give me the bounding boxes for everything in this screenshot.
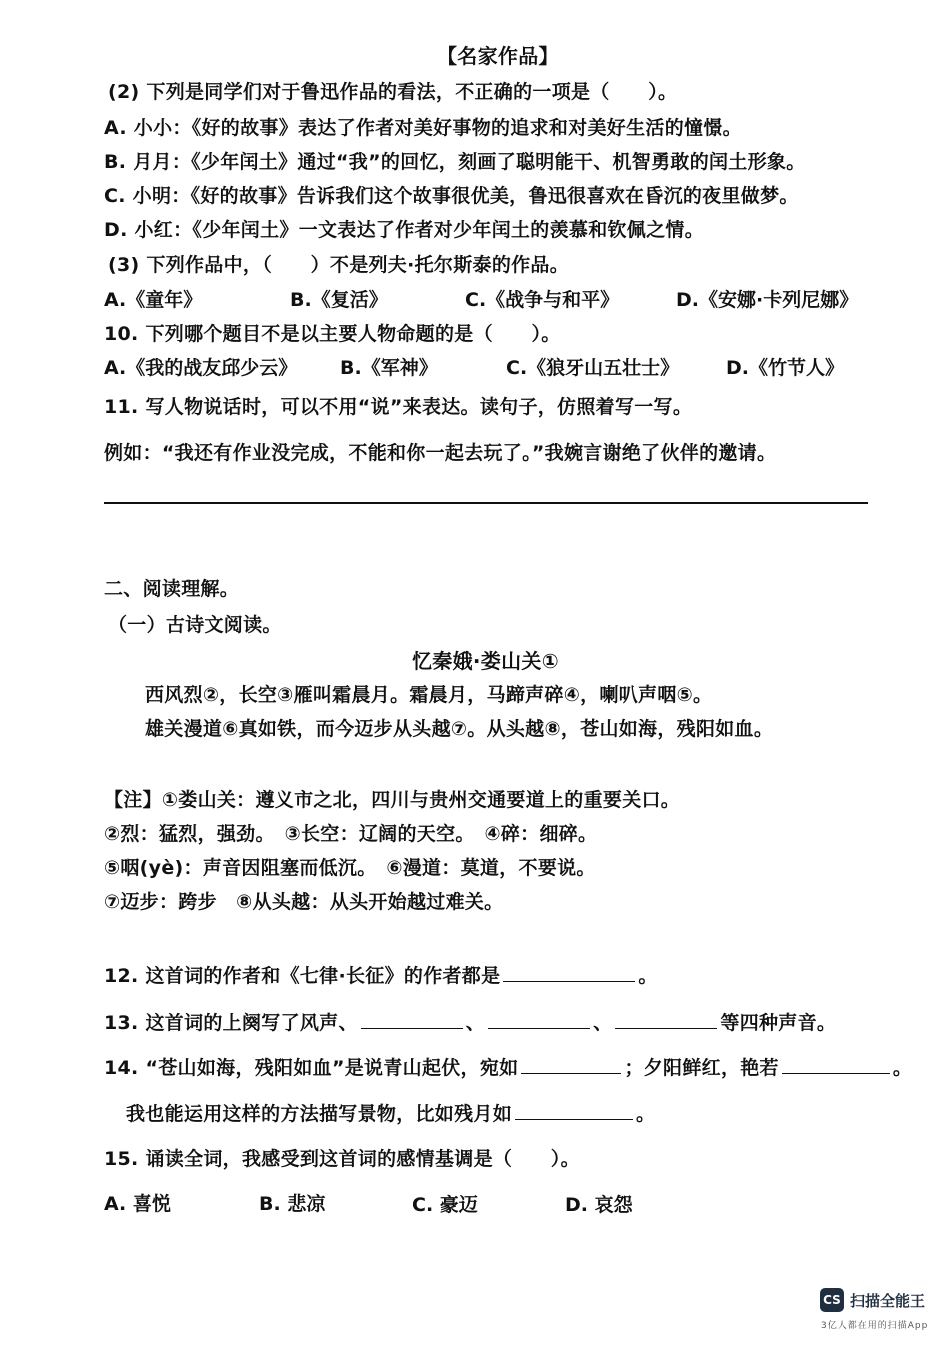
poem-line-2: 雄关漫道⑥真如铁，而今迈步从头越⑦。从头越⑧，苍山如海，残阳如血。 — [145, 718, 774, 740]
q14-blank-1[interactable] — [521, 1055, 621, 1074]
q2-option-c: C. 小明：《好的故事》告诉我们这个故事很优美，鲁迅很喜欢在昏沉的夜里做梦。 — [104, 185, 799, 207]
q13-line — [104, 1008, 836, 1035]
q3-option-c: C.《战争与和平》 — [465, 289, 620, 311]
q10-option-d: D.《竹节人》 — [726, 357, 844, 379]
q15-option-a: A. 喜悦 — [104, 1193, 171, 1215]
note-4: ⑦迈步：跨步 ⑧从头越：从头开始越过难关。 — [104, 891, 504, 913]
note-3: ⑤咽(yè)：声音因阻塞而低沉。 ⑥漫道：莫道，不要说。 — [104, 857, 596, 879]
reading-subsection-title: （一）古诗文阅读。 — [108, 614, 282, 636]
q3-stem: (3) 下列作品中，（ ）不是列夫·托尔斯泰的作品。 — [108, 254, 570, 276]
q12-text: 12. 这首词的作者和《七律·长征》的作者都是 — [104, 965, 501, 987]
q11-answer-line[interactable] — [104, 502, 868, 504]
q14-mid: ；夕阳鲜红，艳若 — [624, 1057, 779, 1079]
q14-line-2 — [126, 1099, 655, 1126]
q10-option-a: A.《我的战友邱少云》 — [104, 357, 298, 379]
q2-stem: (2) 下列是同学们对于鲁迅作品的看法，不正确的一项是（ ）。 — [108, 81, 678, 103]
q13-sep-1: 、 — [465, 1012, 486, 1034]
q11-stem: 11. 写人物说话时，可以不用“说”来表达。读句子，仿照着写一写。 — [104, 396, 693, 418]
q11-example: 例如：“我还有作业没完成，不能和你一起去玩了。”我婉言谢绝了伙伴的邀请。 — [104, 442, 777, 464]
q14-end: 。 — [892, 1057, 913, 1079]
q15-option-b: B. 悲凉 — [259, 1193, 326, 1215]
q14-text: 14. “苍山如海，残阳如血”是说青山起伏，宛如 — [104, 1057, 519, 1079]
q14-blank-3[interactable] — [515, 1101, 633, 1120]
q3-option-d: D.《安娜·卡列尼娜》 — [676, 289, 859, 311]
q15-option-d: D. 哀怨 — [565, 1194, 633, 1216]
q14-line2-text: 我也能运用这样的方法描写景物，比如残月如 — [126, 1103, 513, 1125]
q3-option-b: B.《复活》 — [290, 289, 388, 311]
q14-line2-end: 。 — [636, 1103, 656, 1125]
q13-blank-1[interactable] — [361, 1010, 463, 1029]
poem-title: 忆秦娥·娄山关① — [412, 649, 559, 673]
q10-option-c: C.《狼牙山五壮士》 — [506, 357, 680, 379]
q13-end: 等四种声音。 — [720, 1012, 837, 1034]
q12-blank[interactable] — [503, 963, 635, 982]
q10-option-b: B.《军神》 — [340, 357, 438, 379]
q2-option-b: B. 月月：《少年闰土》通过“我”的回忆，刻画了聪明能干、机智勇敢的闰土形象。 — [104, 151, 806, 173]
poem-line-1: 西风烈②，长空③雁叫霜晨月。霜晨月，马蹄声碎④，喇叭声咽⑤。 — [145, 684, 713, 706]
q12-line — [104, 961, 658, 988]
q13-blank-2[interactable] — [488, 1010, 590, 1029]
camscanner-tagline: 3亿人都在用的扫描App — [821, 1321, 929, 1331]
camscanner-name: 扫描全能王 — [850, 1292, 926, 1310]
q2-option-d: D. 小红：《少年闰土》一文表达了作者对少年闰土的羡慕和钦佩之情。 — [104, 219, 705, 241]
q3-option-a: A.《童年》 — [104, 289, 203, 311]
q2-option-a: A. 小小：《好的故事》表达了作者对美好事物的追求和对美好生活的憧憬。 — [104, 117, 742, 139]
q14-line — [104, 1053, 912, 1080]
q13-text: 13. 这首词的上阕写了风声、 — [104, 1012, 358, 1034]
q13-sep-2: 、 — [593, 1012, 613, 1034]
reading-section-title: 二、阅读理解。 — [104, 578, 240, 600]
note-1: 【注】①娄山关：遵义市之北，四川与贵州交通要道上的重要关口。 — [104, 789, 681, 811]
camscanner-logo-icon: CS — [820, 1288, 844, 1312]
note-2: ②烈：猛烈，强劲。 ③长空：辽阔的天空。 ④碎：细碎。 — [104, 823, 598, 845]
q10-stem: 10. 下列哪个题目不是以主要人物命题的是（ ）。 — [104, 323, 561, 345]
q13-blank-3[interactable] — [615, 1010, 717, 1029]
section-title-famous: 【名家作品】 — [437, 44, 559, 68]
q15-option-c: C. 豪迈 — [412, 1194, 478, 1216]
q14-blank-2[interactable] — [782, 1055, 890, 1074]
q12-end: 。 — [638, 965, 658, 987]
q15-stem: 15. 诵读全词，我感受到这首词的感情基调是（ ）。 — [104, 1148, 580, 1170]
